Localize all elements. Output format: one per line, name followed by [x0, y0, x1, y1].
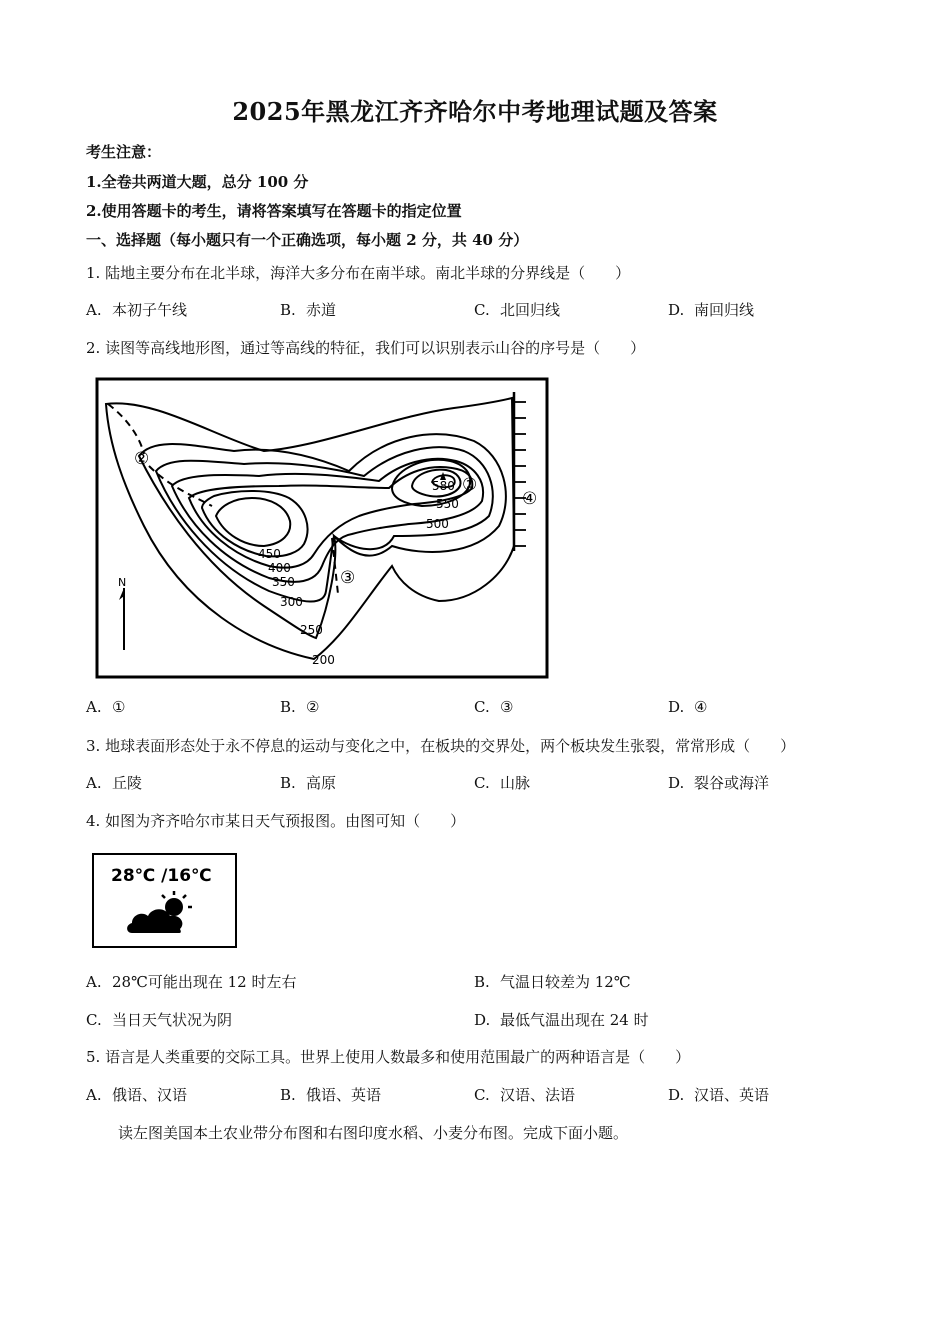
- next-questions-intro: 读左图美国本土农业带分布图和右图印度水稻、小麦分布图。完成下面小题。: [118, 1124, 629, 1142]
- option-d: D. 南回归线: [668, 301, 755, 319]
- contour-label-450: 450: [258, 547, 281, 561]
- option-b: B. 气温日较差为 12℃: [474, 973, 631, 991]
- weather-forecast-figure: [92, 853, 238, 949]
- contour-map: [94, 376, 550, 680]
- option-c: C. 当日天气状况为阴: [86, 1011, 233, 1029]
- option-b: B. 俄语、英语: [280, 1086, 382, 1104]
- contour-map-svg: [94, 376, 550, 680]
- notice-item-2: 2.使用答题卡的考生，请将答案填写在答题卡的指定位置: [86, 202, 462, 220]
- option-d: D. 裂谷或海洋: [668, 774, 770, 792]
- marker-1: ①: [462, 475, 478, 495]
- contour-label-200: 200: [312, 653, 335, 667]
- contour-label-300: 300: [280, 595, 303, 609]
- question-1-options: [86, 299, 886, 321]
- option-a: A. 28℃可能出现在 12 时左右: [86, 973, 297, 991]
- contour-label-250: 250: [300, 623, 323, 637]
- option-d: D. 最低气温出现在 24 时: [474, 1011, 649, 1029]
- notice-item-1: 1.全卷共两道大题，总分 100 分: [86, 173, 309, 191]
- option-b: B. 高原: [280, 774, 337, 792]
- north-label: N: [118, 576, 127, 589]
- question-4-options-row1: [86, 971, 886, 993]
- section-heading: 一、选择题（每小题只有一个正确选项，每小题 2 分，共 40 分）: [86, 231, 529, 249]
- notice-heading: 考生注意：: [86, 143, 162, 161]
- question-4-stem: 4. 如图为齐齐哈尔市某日天气预报图。由图可知（ ）: [86, 812, 466, 830]
- option-a: A. 本初子午线: [86, 301, 188, 319]
- option-d: D. 汉语、英语: [668, 1086, 770, 1104]
- question-5-options: [86, 1084, 886, 1106]
- contour-label-580: 580: [432, 479, 455, 493]
- contour-label-350: 350: [272, 575, 295, 589]
- question-2-stem: 2. 读图等高线地形图，通过等高线的特征，我们可以识别表示山谷的序号是（ ）: [86, 339, 646, 357]
- option-c: C. 汉语、法语: [474, 1086, 576, 1104]
- marker-4: ④: [522, 489, 538, 509]
- question-3-stem: 3. 地球表面形态处于永不停息的运动与变化之中，在板块的交界处，两个板块发生张裂，常常形成（ ）: [86, 737, 796, 755]
- option-c: C. 北回归线: [474, 301, 561, 319]
- weather-temps: 28℃ /16℃: [111, 866, 212, 886]
- contour-label-400: 400: [268, 561, 291, 575]
- option-d: D. ④: [668, 698, 708, 716]
- question-2-options: [86, 698, 886, 720]
- contour-label-550: 550: [436, 497, 459, 511]
- option-a: A. ①: [86, 698, 126, 716]
- option-a: A. 俄语、汉语: [86, 1086, 188, 1104]
- option-c: C. 山脉: [474, 774, 531, 792]
- marker-3: ③: [340, 568, 356, 588]
- question-3-options: [86, 772, 886, 794]
- question-1-stem: 1. 陆地主要分布在北半球，海洋大多分布在南半球。南北半球的分界线是（ ）: [86, 264, 631, 282]
- question-5-stem: 5. 语言是人类重要的交际工具。世界上使用人数最多和使用范围最广的两种语言是（ ）: [86, 1048, 691, 1066]
- option-c: C. ③: [474, 698, 514, 716]
- weather-forecast-svg: [92, 853, 238, 949]
- option-a: A. 丘陵: [86, 774, 143, 792]
- question-4-options-row2: [86, 1009, 886, 1031]
- contour-label-500: 500: [426, 517, 449, 531]
- marker-2: ②: [134, 449, 150, 469]
- option-b: B. 赤道: [280, 301, 337, 319]
- page-title: 2025年黑龙江齐齐哈尔中考地理试题及答案: [232, 97, 718, 126]
- option-b: B. ②: [280, 698, 320, 716]
